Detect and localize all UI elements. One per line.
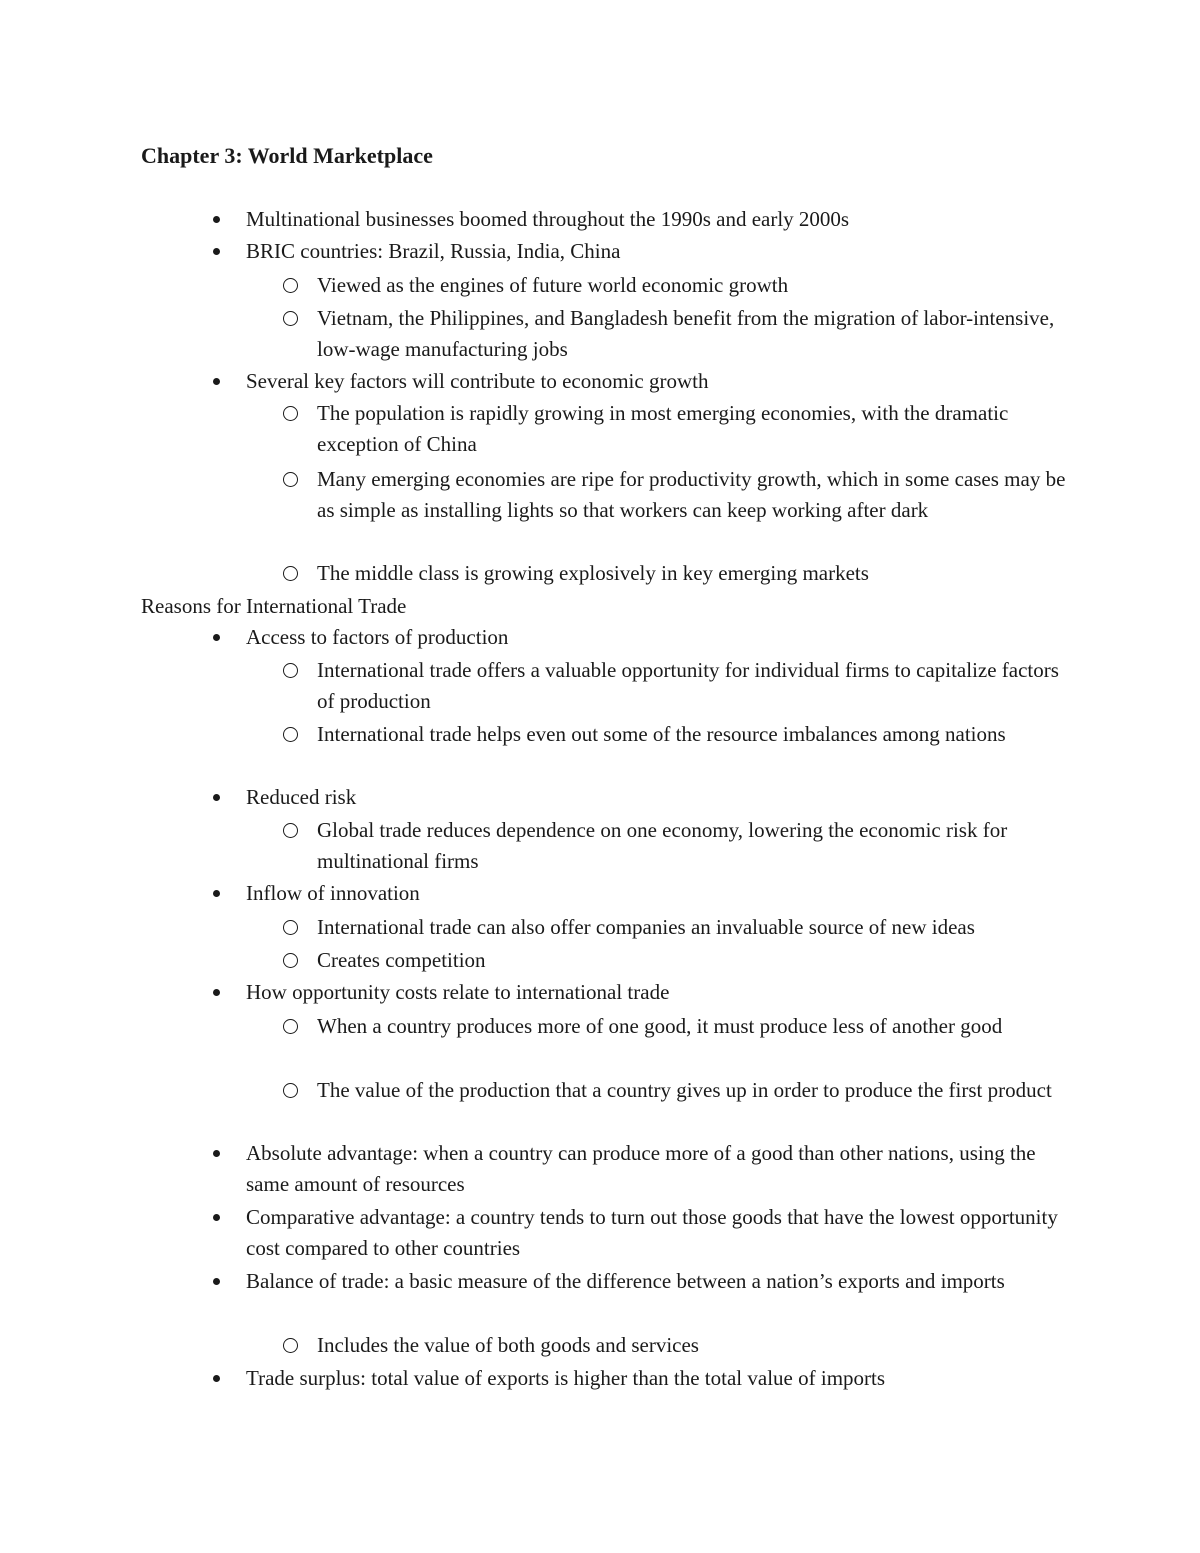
list-item-text: Inflow of innovation [246,881,420,905]
list-item [246,977,1076,1008]
list-item-text: Vietnam, the Philippines, and Bangladesh benefit from the migration of labor-intensive, low-wage manufacturing jobs [317,306,1055,362]
circle-bullet-icon [283,823,298,838]
list-item [246,622,1076,653]
circle-bullet-icon [283,311,298,326]
list-item-text: International trade offers a valuable opportunity for individual firms to capitalize factors of production [317,658,1059,714]
circle-bullet-icon [283,1019,298,1034]
list-item-text: The value of the production that a country gives up in order to produce the first product [317,1078,1052,1102]
bullet-icon [213,1150,220,1157]
sub-list-item [317,1075,1077,1106]
list-item-text: Viewed as the engines of future world economic growth [317,273,789,297]
bullet-icon [213,248,220,255]
sub-list-item [317,945,1077,976]
bullet-icon [213,1375,220,1382]
sub-list-item [317,655,1077,718]
circle-bullet-icon [283,472,298,487]
list-item-text: Reduced risk [246,785,357,809]
page-title: Chapter 3: World Marketplace [141,143,433,168]
bullet-icon [213,1278,220,1285]
bullet-icon [213,989,220,996]
list-item-text: Many emerging economies are ripe for productivity growth, which in some cases may be as simple as installing lights so that workers can keep working after dark [317,467,1066,523]
section-heading: Reasons for International Trade [141,594,407,618]
circle-bullet-icon [283,1338,298,1353]
list-item [246,1266,1076,1297]
sub-list-item [317,1011,1077,1042]
sub-list-item [317,270,1077,301]
list-item-text: How opportunity costs relate to international trade [246,980,670,1004]
sub-list-item [317,912,1077,943]
list-item-text: Access to factors of production [246,625,509,649]
bullet-icon [213,216,220,223]
list-item-text: Balance of trade: a basic measure of the difference between a nation’s exports and imports [246,1269,1005,1293]
list-item-text: International trade can also offer companies an invaluable source of new ideas [317,915,975,939]
list-item [246,878,1076,909]
bullet-icon [213,794,220,801]
bullet-icon [213,890,220,897]
sub-list-item [317,719,1077,750]
circle-bullet-icon [283,406,298,421]
bullet-icon [213,634,220,641]
circle-bullet-icon [283,1083,298,1098]
bullet-icon [213,378,220,385]
list-item-text: When a country produces more of one good, it must produce less of another good [317,1014,1003,1038]
list-item-text: Includes the value of both goods and services [317,1333,699,1357]
list-item-text: Several key factors will contribute to economic growth [246,369,709,393]
list-item-text: Creates competition [317,948,486,972]
list-item-text: Global trade reduces dependence on one economy, lowering the economic risk for multinational firms [317,818,1008,874]
list-item-text: Comparative advantage: a country tends to turn out those goods that have the lowest opportunity cost compared to other countries [246,1205,1058,1261]
list-item [246,204,1076,235]
list-item-text: The population is rapidly growing in most emerging economies, with the dramatic exception of China [317,401,1009,457]
list-item-text: International trade helps even out some of the resource imbalances among nations [317,722,1006,746]
list-item [246,1202,1076,1265]
circle-bullet-icon [283,278,298,293]
circle-bullet-icon [283,663,298,678]
sub-list-item [317,398,1077,461]
circle-bullet-icon [283,920,298,935]
list-item [246,1138,1076,1201]
circle-bullet-icon [283,953,298,968]
circle-bullet-icon [283,727,298,742]
list-item-text: Trade surplus: total value of exports is higher than the total value of imports [246,1366,886,1390]
list-item [246,236,1076,267]
list-item-text: Absolute advantage: when a country can produce more of a good than other nations, using the same amount of resources [246,1141,1036,1197]
bullet-icon [213,1214,220,1221]
list-item [246,1363,1076,1394]
list-item-text: Multinational businesses boomed throughout the 1990s and early 2000s [246,207,850,231]
list-item-text: The middle class is growing explosively in key emerging markets [317,561,869,585]
sub-list-item [317,303,1077,366]
sub-list-item [317,558,1077,589]
circle-bullet-icon [283,566,298,581]
sub-list-item [317,815,1077,878]
list-item [246,366,1076,397]
list-item-text: BRIC countries: Brazil, Russia, India, China [246,239,621,263]
sub-list-item [317,1330,1077,1361]
list-item [246,782,1076,813]
sub-list-item [317,464,1077,527]
